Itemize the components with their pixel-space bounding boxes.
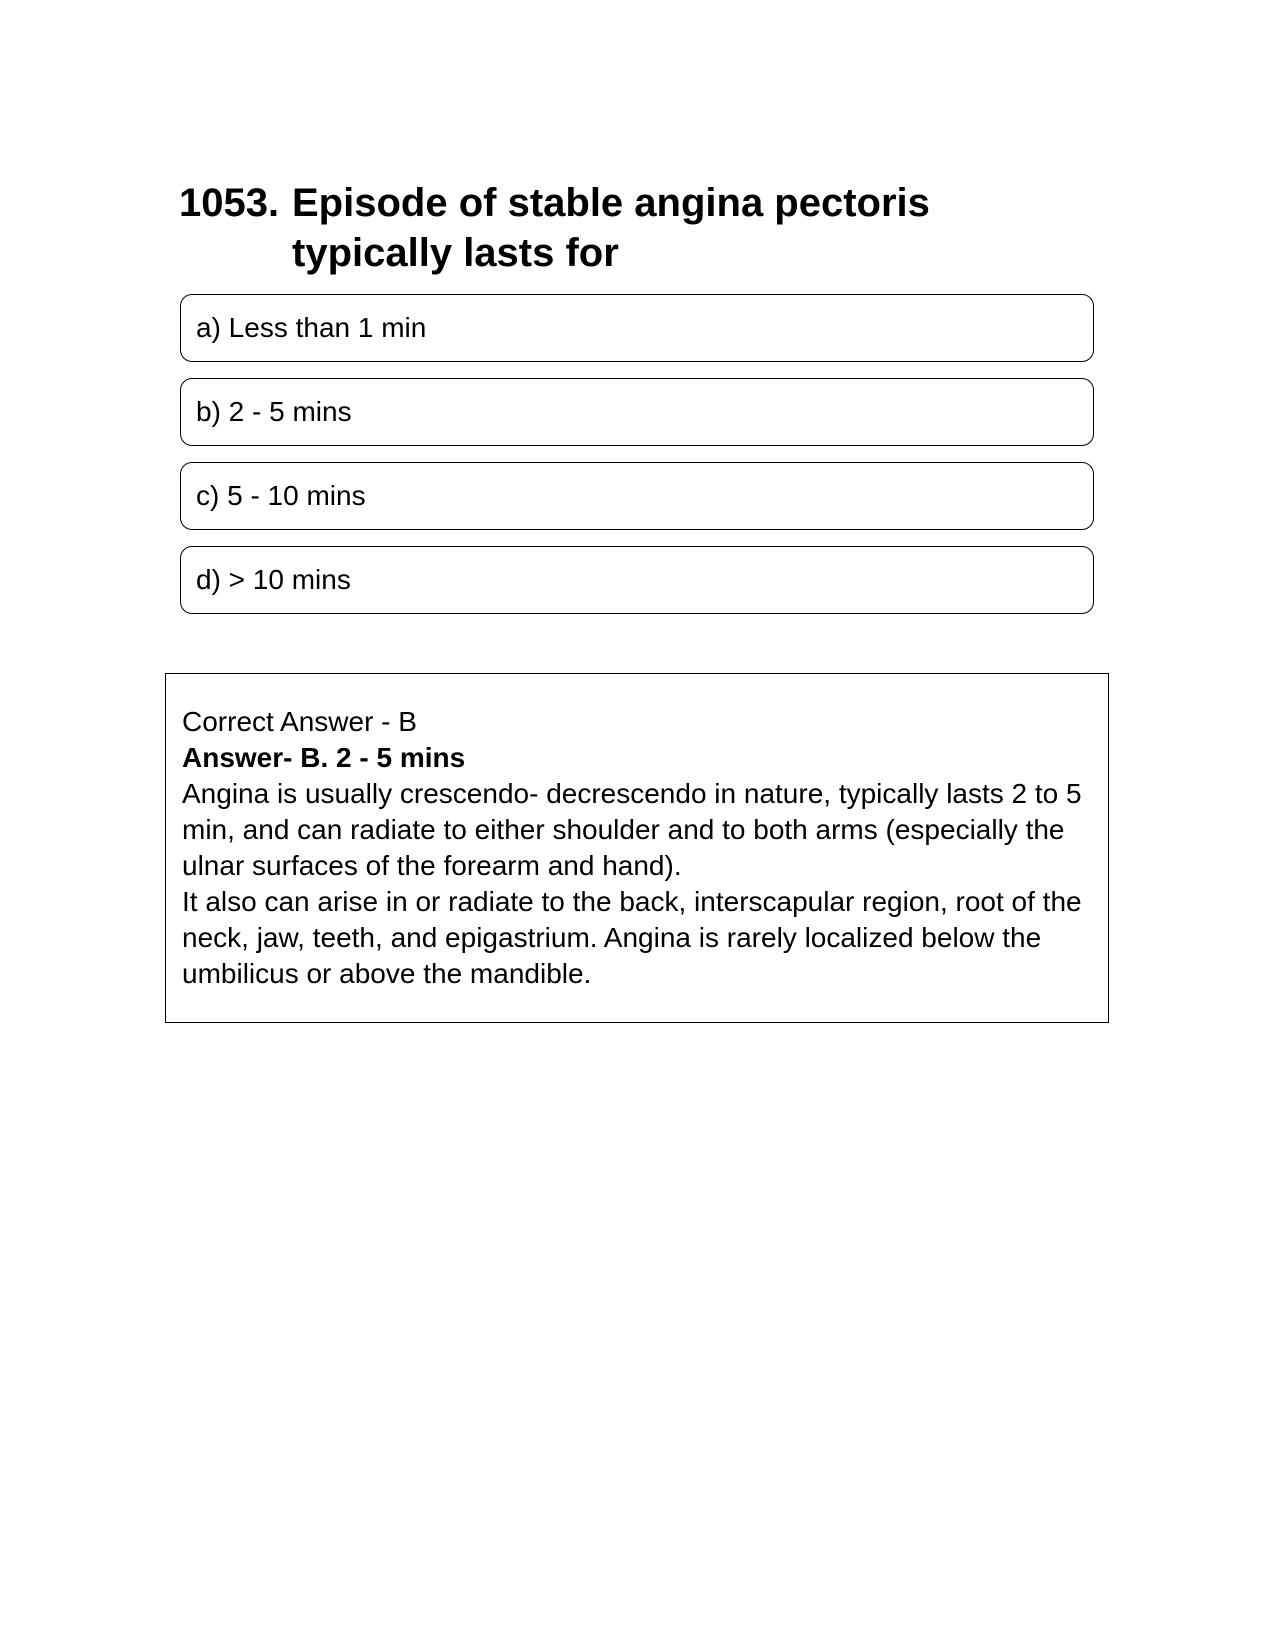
answer-heading: Answer- B. 2 - 5 mins	[182, 742, 466, 773]
question-heading	[179, 178, 1079, 278]
answer-options	[180, 294, 1094, 630]
explanation-paragraph-1: Angina is usually crescendo- decrescendo in nature, typically lasts 2 to 5 min, and can radiate to either shoulder and to both arms (especially the ulnar surfaces of the forearm and hand).	[182, 778, 1082, 881]
option-a[interactable]	[180, 294, 1094, 362]
answer-explanation-box	[165, 673, 1109, 1023]
question-text: Episode of stable angina pectoris typically lasts for	[292, 181, 930, 275]
option-d-label: d) > 10 mins	[196, 564, 351, 595]
option-a-label: a) Less than 1 min	[196, 312, 427, 343]
option-c-label: c) 5 - 10 mins	[196, 480, 366, 511]
explanation-paragraph-2: It also can arise in or radiate to the back, interscapular region, root of the neck, jaw, teeth, and epigastrium. Angina is rarely localized below the umbilicus or above the mandible.	[182, 886, 1082, 989]
option-d[interactable]	[180, 546, 1094, 614]
option-b[interactable]	[180, 378, 1094, 446]
option-b-label: b) 2 - 5 mins	[196, 396, 352, 427]
correct-answer-line: Correct Answer - B	[182, 706, 417, 737]
question-number: 1053.	[179, 181, 280, 225]
option-c[interactable]	[180, 462, 1094, 530]
